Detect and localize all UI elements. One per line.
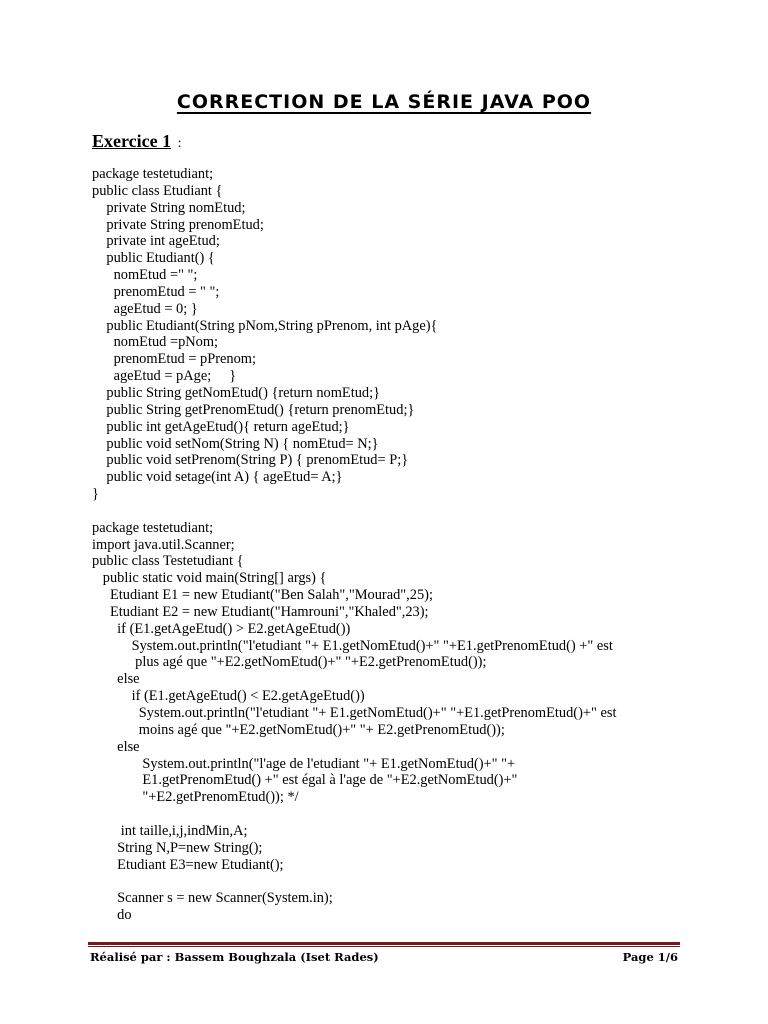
code-line: System.out.println("l'age de l'etudiant "+ E1.getNomEtud()+" "+ <box>92 755 516 772</box>
code-line: Etudiant E3=new Etudiant(); <box>92 856 284 873</box>
code-line: Scanner s = new Scanner(System.in); <box>92 890 333 907</box>
exercise-label: Exercice 1 <box>92 131 172 151</box>
code-line: prenomEtud = " "; <box>92 283 220 300</box>
code-line: public void setPrenom(String P) { prenomEtud= P;} <box>92 452 409 469</box>
code-line: package testetudiant; <box>92 519 214 536</box>
code-line: if (E1.getAgeEtud() < E2.getAgeEtud()) <box>92 688 365 705</box>
code-line: public String getNomEtud() {return nomEtud;} <box>92 384 380 401</box>
code-line: public class Etudiant { <box>92 182 223 199</box>
code-listing <box>92 166 712 924</box>
code-line: moins agé que "+E2.getNomEtud()+" "+ E2.getPrenomEtud()); <box>92 721 505 738</box>
footer-divider-thin <box>88 946 680 947</box>
code-line: ageEtud = pAge; } <box>92 368 237 385</box>
code-line: public void setNom(String N) { nomEtud= N;} <box>92 435 379 452</box>
document-title-container <box>0 91 768 113</box>
code-line: } <box>92 486 99 503</box>
code-line: import java.util.Scanner; <box>92 536 235 553</box>
code-line: public int getAgeEtud(){ return ageEtud;} <box>92 418 350 435</box>
code-line: package testetudiant; <box>92 166 214 182</box>
code-line: nomEtud =pNom; <box>92 334 219 351</box>
code-line: public Etudiant() { <box>92 250 215 267</box>
code-line: plus agé que "+E2.getNomEtud()+" "+E2.getPrenomEtud()); <box>92 654 487 671</box>
code-line: if (E1.getAgeEtud() > E2.getAgeEtud()) <box>92 620 351 637</box>
code-line: else <box>92 671 140 688</box>
code-line: private int ageEtud; <box>92 233 220 250</box>
exercise-colon: : <box>177 136 182 151</box>
code-line: "+E2.getPrenomEtud()); */ <box>92 789 299 806</box>
code-line: E1.getPrenomEtud() +" est égal à l'age de "+E2.getNomEtud()+" <box>92 772 518 789</box>
code-line: prenomEtud = pPrenom; <box>92 351 256 368</box>
code-line: Etudiant E1 = new Etudiant("Ben Salah","Mourad",25); <box>92 587 433 604</box>
code-line: nomEtud =" "; <box>92 267 198 284</box>
code-line: System.out.println("l'etudiant "+ E1.getNomEtud()+" "+E1.getPrenomEtud()+" est <box>92 705 617 721</box>
exercise-heading <box>92 131 182 152</box>
code-line: do <box>92 907 132 924</box>
code-line: public void setage(int A) { ageEtud= A;} <box>92 469 343 486</box>
code-line: Etudiant E2 = new Etudiant("Hamrouni","Khaled",23); <box>92 603 429 620</box>
code-line: public String getPrenomEtud() {return prenomEtud;} <box>92 401 415 418</box>
code-line: public static void main(String[] args) { <box>92 570 327 587</box>
code-line: else <box>92 738 140 755</box>
code-line: private String nomEtud; <box>92 199 246 216</box>
footer-page-number: Page 1/6 <box>622 950 678 964</box>
code-line: public class Testetudiant { <box>92 553 244 570</box>
code-line: public Etudiant(String pNom,String pPrenom, int pAge){ <box>92 317 438 334</box>
code-line <box>92 503 712 520</box>
footer-author: Réalisé par : Bassem Boughzala (Iset Rades) <box>90 950 379 964</box>
footer-divider <box>88 942 680 945</box>
code-line: String N,P=new String(); <box>92 839 263 856</box>
code-line <box>92 873 712 890</box>
code-line: ageEtud = 0; } <box>92 300 198 317</box>
document-title: CORRECTION DE LA SÉRIE JAVA POO <box>176 91 592 113</box>
code-line: private String prenomEtud; <box>92 216 264 233</box>
code-line <box>92 806 712 823</box>
code-line: int taille,i,j,indMin,A; <box>92 822 248 839</box>
code-line: System.out.println("l'etudiant "+ E1.getNomEtud()+" "+E1.getPrenomEtud() +" est <box>92 637 613 654</box>
